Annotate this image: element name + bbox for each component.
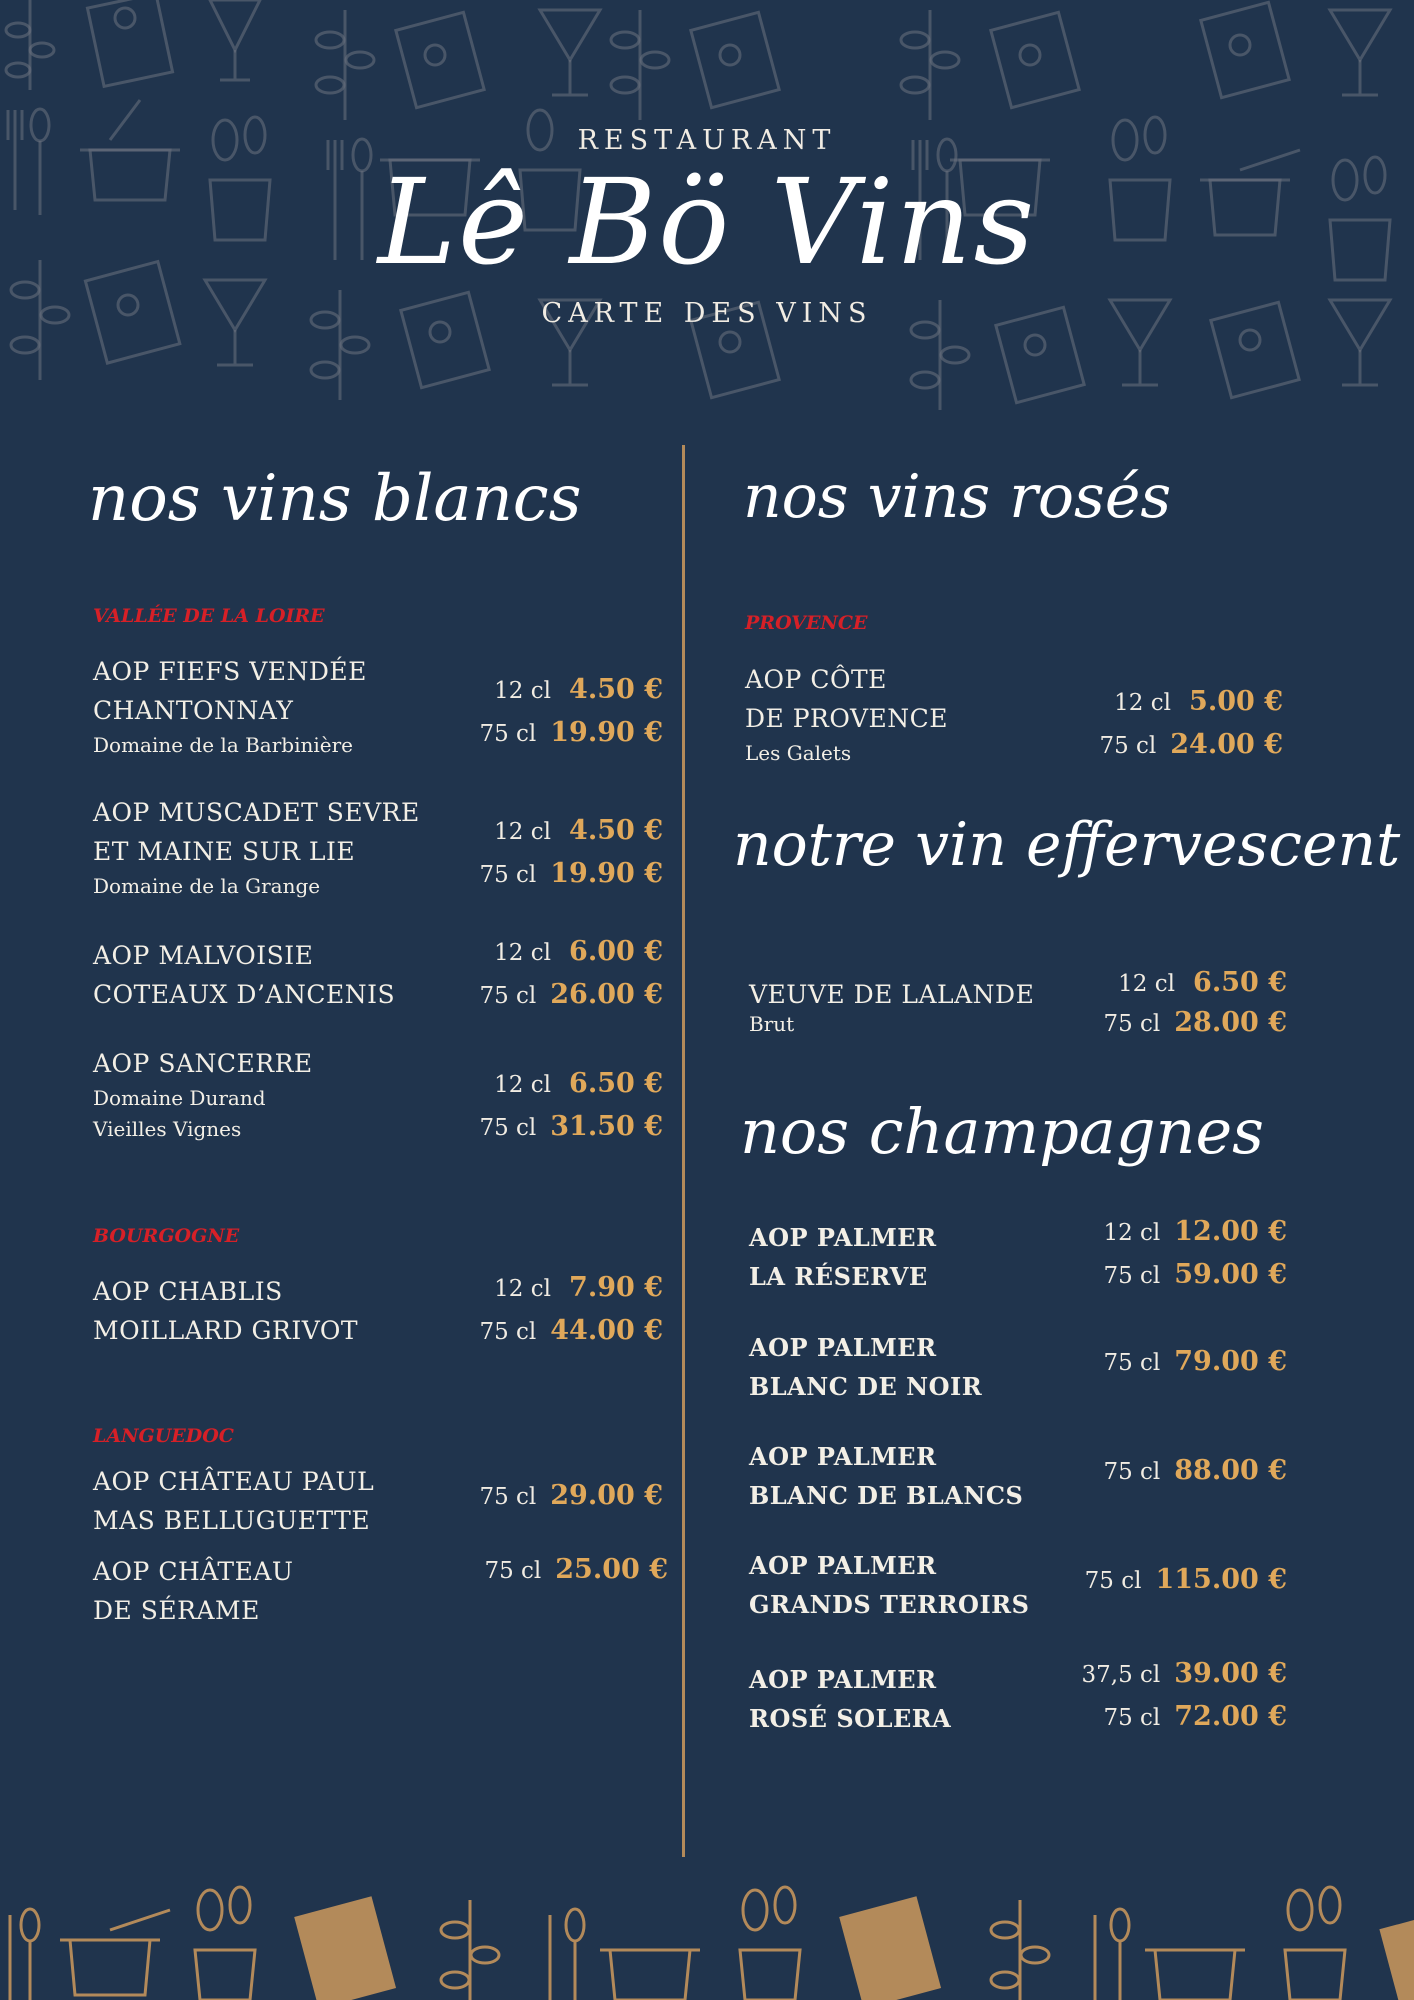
volume: 75 cl [1103, 1263, 1161, 1289]
utensil-jar-icon [195, 1887, 255, 2000]
price: 79.00 € [1174, 1346, 1287, 1377]
price: 6.50 € [569, 1068, 663, 1099]
volume: 12 cl [494, 1072, 551, 1098]
leaf-branch-icon [991, 1900, 1049, 2000]
section-title-champagnes: nos champagnes [740, 1095, 1264, 1168]
price: 115.00 € [1155, 1564, 1287, 1595]
price-list [479, 1068, 663, 1154]
price: 72.00 € [1174, 1701, 1287, 1732]
price-list [1103, 1216, 1287, 1302]
volume: 75 cl [479, 983, 537, 1009]
wine-producer: Domaine Durand [93, 1086, 266, 1110]
utensil-jar-icon [1285, 1887, 1345, 2000]
price-list [1082, 1658, 1288, 1744]
section-title-blancs: nos vins blancs [88, 462, 582, 536]
price: 44.00 € [550, 1315, 663, 1346]
wine-item [749, 1546, 1287, 1624]
volume: 75 cl [1103, 1350, 1161, 1376]
restaurant-eyebrow: RESTAURANT [577, 125, 837, 156]
section-title-roses: nos vins rosés [743, 462, 1172, 532]
wine-name: AOP CHÂTEAU PAUL [93, 1467, 375, 1496]
wine-name: MAS BELLUGUETTE [93, 1506, 371, 1535]
wine-name: COTEAUX D’ANCENIS [93, 980, 396, 1009]
wine-name: AOP PALMER [749, 1223, 937, 1252]
leaf-branch-icon [316, 10, 374, 120]
volume: 75 cl [1099, 733, 1157, 759]
menu-card-icon [87, 0, 172, 86]
price: 28.00 € [1174, 1007, 1287, 1038]
wine-name: MOILLARD GRIVOT [93, 1316, 358, 1345]
wine-item [93, 1552, 668, 1630]
wine-name: AOP FIEFS VENDÉE [93, 657, 367, 686]
wine-name: AOP CHABLIS [93, 1277, 283, 1306]
region-label: BOURGOGNE [93, 1225, 240, 1247]
fork-spoon-icon [1095, 1909, 1129, 2000]
wine-name: DE PROVENCE [745, 704, 948, 733]
price-list [479, 1480, 663, 1523]
volume: 75 cl [1103, 1459, 1161, 1485]
wine-item [93, 1044, 663, 1145]
price: 6.00 € [569, 936, 663, 967]
cocktail-glass-icon [210, 0, 260, 80]
menu-card-icon [396, 12, 484, 107]
menu-card-icon [1201, 2, 1289, 97]
volume: 75 cl [484, 1558, 542, 1584]
wine-item [745, 660, 1283, 769]
volume: 12 cl [494, 678, 551, 704]
price-list [479, 815, 663, 901]
wine-name: AOP CHÂTEAU [93, 1557, 294, 1586]
region-label: LANGUEDOC [93, 1425, 234, 1447]
leaf-branch-icon [611, 10, 669, 120]
price-list [479, 936, 663, 1022]
wine-item [93, 652, 663, 761]
wine-name: VEUVE DE LALANDE [749, 980, 1035, 1009]
price-list [1103, 1346, 1287, 1389]
header [0, 125, 1414, 329]
price: 26.00 € [550, 979, 663, 1010]
volume: 37,5 cl [1081, 1662, 1161, 1688]
wine-item [749, 1437, 1287, 1515]
price: 5.00 € [1189, 686, 1283, 717]
volume: 12 cl [494, 819, 551, 845]
wine-style: Brut [749, 1012, 795, 1036]
wine-item [749, 1660, 1287, 1738]
wine-item [93, 793, 663, 902]
volume: 75 cl [479, 721, 537, 747]
restaurant-logo: Lê Bö Vins [377, 153, 1037, 291]
wine-name: DE SÉRAME [93, 1596, 260, 1625]
wine-name: AOP MALVOISIE [93, 941, 314, 970]
wine-name: AOP PALMER [749, 1442, 937, 1471]
volume: 75 cl [479, 1115, 537, 1141]
wine-name: GRANDS TERROIRS [749, 1590, 1030, 1619]
wine-item [749, 1218, 1287, 1296]
wine-name: AOP MUSCADET SEVRE [93, 798, 420, 827]
price-list [479, 1272, 663, 1358]
volume: 12 cl [1114, 690, 1171, 716]
wine-item [749, 967, 1287, 1038]
volume: 12 cl [494, 1276, 551, 1302]
wine-name: AOP PALMER [749, 1333, 937, 1362]
price: 12.00 € [1174, 1216, 1287, 1247]
wine-name: BLANC DE BLANCS [749, 1481, 1024, 1510]
price: 4.50 € [569, 815, 663, 846]
section-title-effervescent: notre vin effervescent [733, 810, 1401, 880]
wine-name: AOP PALMER [749, 1551, 937, 1580]
region-label: VALLÉE DE LA LOIRE [93, 605, 325, 627]
price: 24.00 € [1170, 729, 1283, 760]
utensil-jar-icon [740, 1887, 800, 2000]
volume: 75 cl [1084, 1568, 1142, 1594]
volume: 75 cl [1103, 1011, 1161, 1037]
region-label: PROVENCE [745, 612, 868, 634]
price: 7.90 € [569, 1272, 663, 1303]
wine-producer: Les Galets [745, 741, 852, 765]
volume: 12 cl [494, 940, 551, 966]
volume: 75 cl [479, 1484, 537, 1510]
wine-item [93, 1462, 663, 1540]
price: 59.00 € [1174, 1259, 1287, 1290]
wine-producer: Domaine de la Barbinière [93, 733, 353, 757]
column-divider [682, 445, 685, 1857]
price: 29.00 € [550, 1480, 663, 1511]
price: 39.00 € [1174, 1658, 1287, 1689]
wine-item [749, 1328, 1287, 1406]
menu-card-icon [991, 12, 1079, 107]
price-list [479, 674, 663, 760]
price-list [1103, 1455, 1287, 1498]
wine-name: ROSÉ SOLERA [749, 1704, 952, 1733]
wine-name: ET MAINE SUR LIE [93, 837, 356, 866]
pot-icon [600, 1950, 700, 2000]
volume: 75 cl [1103, 1705, 1161, 1731]
leaf-branch-icon [441, 1900, 499, 2000]
cocktail-glass-icon [540, 10, 600, 95]
volume: 75 cl [479, 862, 537, 888]
price: 25.00 € [555, 1554, 668, 1585]
wine-name: CHANTONNAY [93, 696, 294, 725]
wine-item [93, 936, 663, 1014]
menu-card-icon [294, 1896, 396, 2000]
pot-icon [60, 1910, 170, 1995]
kitchen-pattern-bottom [0, 1880, 1414, 2000]
pot-icon [1145, 1950, 1245, 2000]
wine-producer: Domaine de la Grange [93, 874, 321, 898]
cocktail-glass-icon [1330, 10, 1390, 95]
menu-card-icon [839, 1896, 941, 2000]
price-list [1103, 967, 1287, 1047]
wine-item [93, 1272, 663, 1350]
volume: 12 cl [1103, 1220, 1161, 1246]
wine-name: AOP CÔTE [745, 665, 887, 694]
price: 88.00 € [1174, 1455, 1287, 1486]
volume: 12 cl [1118, 971, 1175, 997]
leaf-branch-icon [901, 10, 959, 120]
price: 19.90 € [550, 858, 663, 889]
menu-subtitle: CARTE DES VINS [541, 298, 873, 329]
wine-name: AOP SANCERRE [93, 1049, 313, 1078]
price-list [1099, 686, 1283, 772]
leaf-branch-icon [6, 0, 54, 90]
wine-name: AOP PALMER [749, 1665, 937, 1694]
wine-cuvee: Vieilles Vignes [93, 1117, 242, 1141]
fork-spoon-icon [10, 1909, 39, 2000]
volume: 75 cl [479, 1319, 537, 1345]
price: 4.50 € [569, 674, 663, 705]
menu-card-icon [691, 12, 779, 107]
price-list [484, 1554, 668, 1597]
menu-card-icon [1379, 1914, 1414, 2000]
wine-name: BLANC DE NOIR [749, 1372, 983, 1401]
wine-name: LA RÉSERVE [749, 1262, 928, 1291]
price: 19.90 € [550, 717, 663, 748]
price-list [1085, 1564, 1287, 1607]
fork-spoon-icon [550, 1909, 584, 2000]
price: 31.50 € [550, 1111, 663, 1142]
price: 6.50 € [1193, 967, 1287, 998]
